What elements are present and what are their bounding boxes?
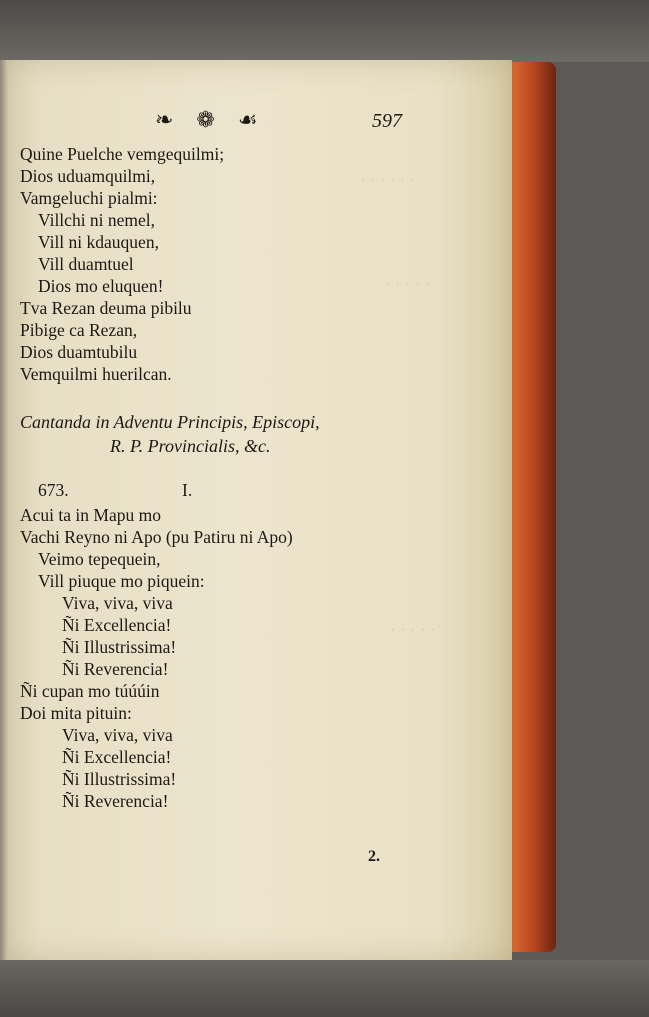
verse-line: Ñi Illustrissima! (62, 637, 177, 657)
background-top (0, 0, 649, 62)
verse-line: Vill piuque mo piquein: (38, 571, 205, 591)
verse-line: Vill ni kdauquen, (38, 232, 159, 252)
background-bottom (0, 960, 649, 1017)
verse-line: Dios duamtubilu (20, 342, 138, 362)
page-gutter (0, 60, 8, 960)
verse-line: Vamgeluchi pialmi: (20, 188, 158, 208)
verse-line: Villchi ni nemel, (38, 210, 156, 230)
verse-number: I. (182, 480, 193, 500)
verse-line: Ñi Reverencia! (62, 791, 169, 811)
verse-line: Tva Rezan deuma pibilu (20, 298, 192, 318)
verse-line: Ñi cupan mo túúúin (20, 681, 160, 701)
verse-line: Ñi Reverencia! (62, 659, 169, 679)
verse-line: Viva, viva, viva (62, 725, 173, 745)
signature-mark: 2. (368, 848, 380, 865)
verse-line: Vill duamtuel (38, 254, 134, 274)
verse-line: Dios uduamquilmi, (20, 166, 156, 186)
verse-line: Pibige ca Rezan, (20, 320, 138, 340)
verse-line: Ñi Illustrissima! (62, 769, 177, 789)
header-ornament: ❧ ❁ ☙ (155, 108, 266, 133)
bleed-through: · · · · · (385, 275, 431, 294)
verse-line: Dios mo eluquen! (38, 276, 164, 296)
verse-line: Vachi Reyno ni Apo (pu Patiru ni Apo) (20, 527, 293, 547)
verse-line: Doi mita pituin: (20, 703, 132, 723)
verse-line: Viva, viva, viva (62, 593, 173, 613)
bleed-through: · · · · · · (360, 170, 416, 189)
caption-line-1: Cantanda in Adventu Principis, Episcopi, (20, 412, 320, 432)
verse-line: Acui ta in Mapu mo (20, 505, 161, 525)
page-number: 597 (372, 110, 402, 132)
verse-line: Vemquilmi huerilcan. (20, 364, 172, 384)
verse-line: Veimo tepequein, (38, 549, 161, 569)
caption-line-2: R. P. Provincialis, &c. (110, 436, 271, 456)
verse-line: Quine Puelche vemgequilmi; (20, 144, 225, 164)
section-number: 673. (38, 480, 69, 500)
verse-line: Ñi Excellencia! (62, 747, 172, 767)
verse-line: Ñi Excellencia! (62, 615, 172, 635)
bleed-through: · · · · · (390, 620, 436, 639)
